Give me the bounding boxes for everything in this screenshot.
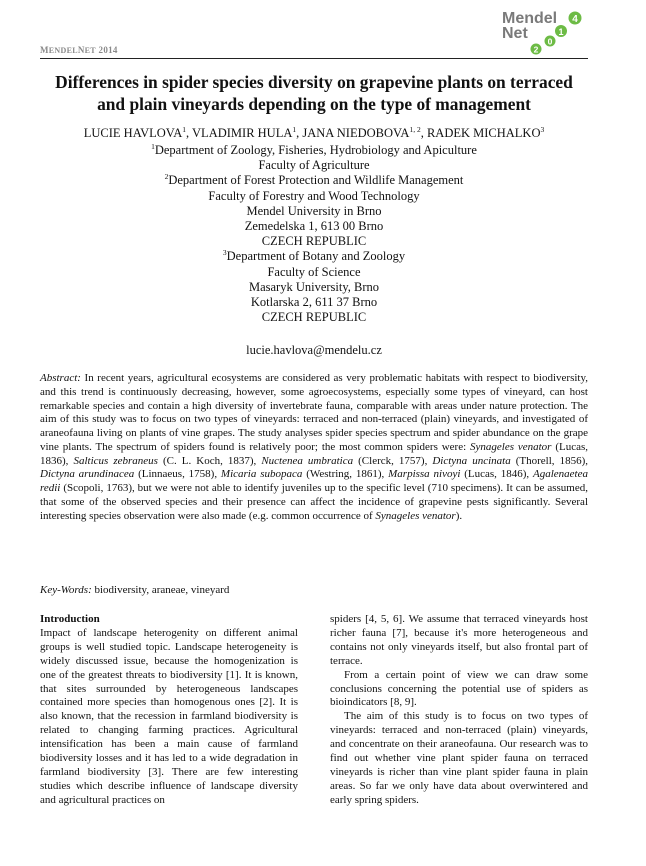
affiliation-line: Zemedelska 1, 613 00 Brno [244,218,384,233]
affiliation-line: $^3$Department of Botany and Zoology [222,248,406,264]
logo-digit-0: 0 [547,36,553,47]
logo-digit-1: 1 [558,27,564,37]
abstract: Abstract: In recent years, agricultural ecosystems are considered as very problematic habitats with respect to biodiversity, and this trend is continuously decreasing, however, some agroecosystems, especially some types of vineyard, can host remarkable species and contain a high diversity of invertebrate fauna, comparable with areas under nature protection. The aim of this study was to focus on two types of vineyards: terraced and non-terraced (plain) vineyards, and investigated of araneofauna living on plants of vine grapes. The study analyses spider species spectrum and spider abundance on the grape vine plants. The spectrum of spiders found is relatively poor; the most common spiders were: Synageles venator (Lucas, 1836), Salticus zebraneus (C. L. Koch, 1837), Nuctenea umbratica (Clerck, 1757), Dictyna uncinata (Thorell, 1856), Dictyna arundinacea (Linnaeus, 1758), Micaria subopaca (Westring, 1861), Marpissa nivoyi (Lucas, 1846), Agalenaetea redii (Scopoli, 1763), but we were not able to identify juveniles up to the specific level (710 specimens). It can be assumed, that some of the observed species and their presence can affect the incidence of grapevine pests significantly. Several interesting species observation were also made (e.g. common occurrence of Synageles venator). [40,372,589,522]
affiliation-line: Mendel University in Brno [246,203,382,218]
keywords-label: Key-Words: [40,584,92,596]
affiliation-line: $^2$Department of Forest Protection and Wildlife Management [164,172,464,188]
body-paragraph: spiders [4, 5, 6]. We assume that terraced vineyards host richer fauna [7], because it's more heterogeneous and contains not only vineyards itself, but also frontal part of terrace. [330,613,588,667]
affiliation-line: Masaryk University, Brno [248,279,380,294]
author: JANA NIEDOBOVA$^{1, 2}$, [302,124,427,140]
affiliation-line: CZECH REPUBLIC [261,234,367,249]
affiliation-line: Kotlarska 2, 611 37 Brno [250,294,378,309]
paper-title: Differences in spider species diversity on grapevine plants on terraced and plain vineyards depending on the type of management [55,72,573,114]
journal-running-head: MENDELNET 2014 [40,45,118,55]
keywords: Key-Words: biodiversity, araneae, vineyard [40,584,230,596]
section-heading-introduction: Introduction [40,613,100,625]
body-column-right [330,613,588,808]
body-paragraph: Impact of landscape heterogenity on different animal groups is well studied topic. Landscape heterogeneity is widely discussed issue, because the homogenization is one of the greatest threats to biodiversity [1]. It is known, that sites surrounded by heterogeneous landscapes contained more species than homogenous ones [2]. It is also known, that the recession in farmland biodiversity is related to changing farming practices. Agricultural intensification has been a main cause of farmland biodiversity losses and it has led to a wide degradation in farmland biodiversity [3]. There are few interesting studies which describe influence of landscape diversity and agricultural practices on [40,626,298,806]
author: LUCIE HAVLOVA$^1$, [83,124,193,140]
affiliation-block [40,143,588,325]
mendelnet-logo [498,4,594,56]
affiliation-line: CZECH REPUBLIC [261,310,367,325]
affiliation-line: Faculty of Forestry and Wood Technology [208,188,420,203]
logo-word-net: Net [502,25,528,42]
author: RADEK MICHALKO$^3$ [426,124,545,140]
body-column-left [40,613,298,808]
author: VLADIMIR HULA$^1$, [192,124,303,140]
abstract-label: Abstract: [40,372,81,384]
affiliation-line: $^1$Department of Zoology, Fisheries, Hydrobiology and Apiculture [151,141,477,157]
logo-digit-4: 4 [572,14,578,25]
logo-word-mendel: Mendel [502,10,558,27]
logo-digit-2: 2 [533,44,539,55]
body-paragraph: From a certain point of view we can draw some conclusions concerning the potential use of spiders as bioindicators [8, 9]. [330,668,588,709]
body-paragraph: The aim of this study is to focus on two types of vineyards: terraced and non-terraced (plain) vineyards, and concentrate on their araneofauna. Our research was to find out whether vine plant spider fauna on terraced vineyards is richer than vine plant spider fauna in plain areas. So far we only have data about overwintered and early spring spiders. [330,710,588,806]
affiliation-line: Faculty of Agriculture [258,158,370,173]
page-header [40,0,588,59]
author-email: lucie.havlova@mendelu.cz [246,343,382,357]
affiliation-line: Faculty of Science [267,264,361,279]
author-list [40,126,588,141]
